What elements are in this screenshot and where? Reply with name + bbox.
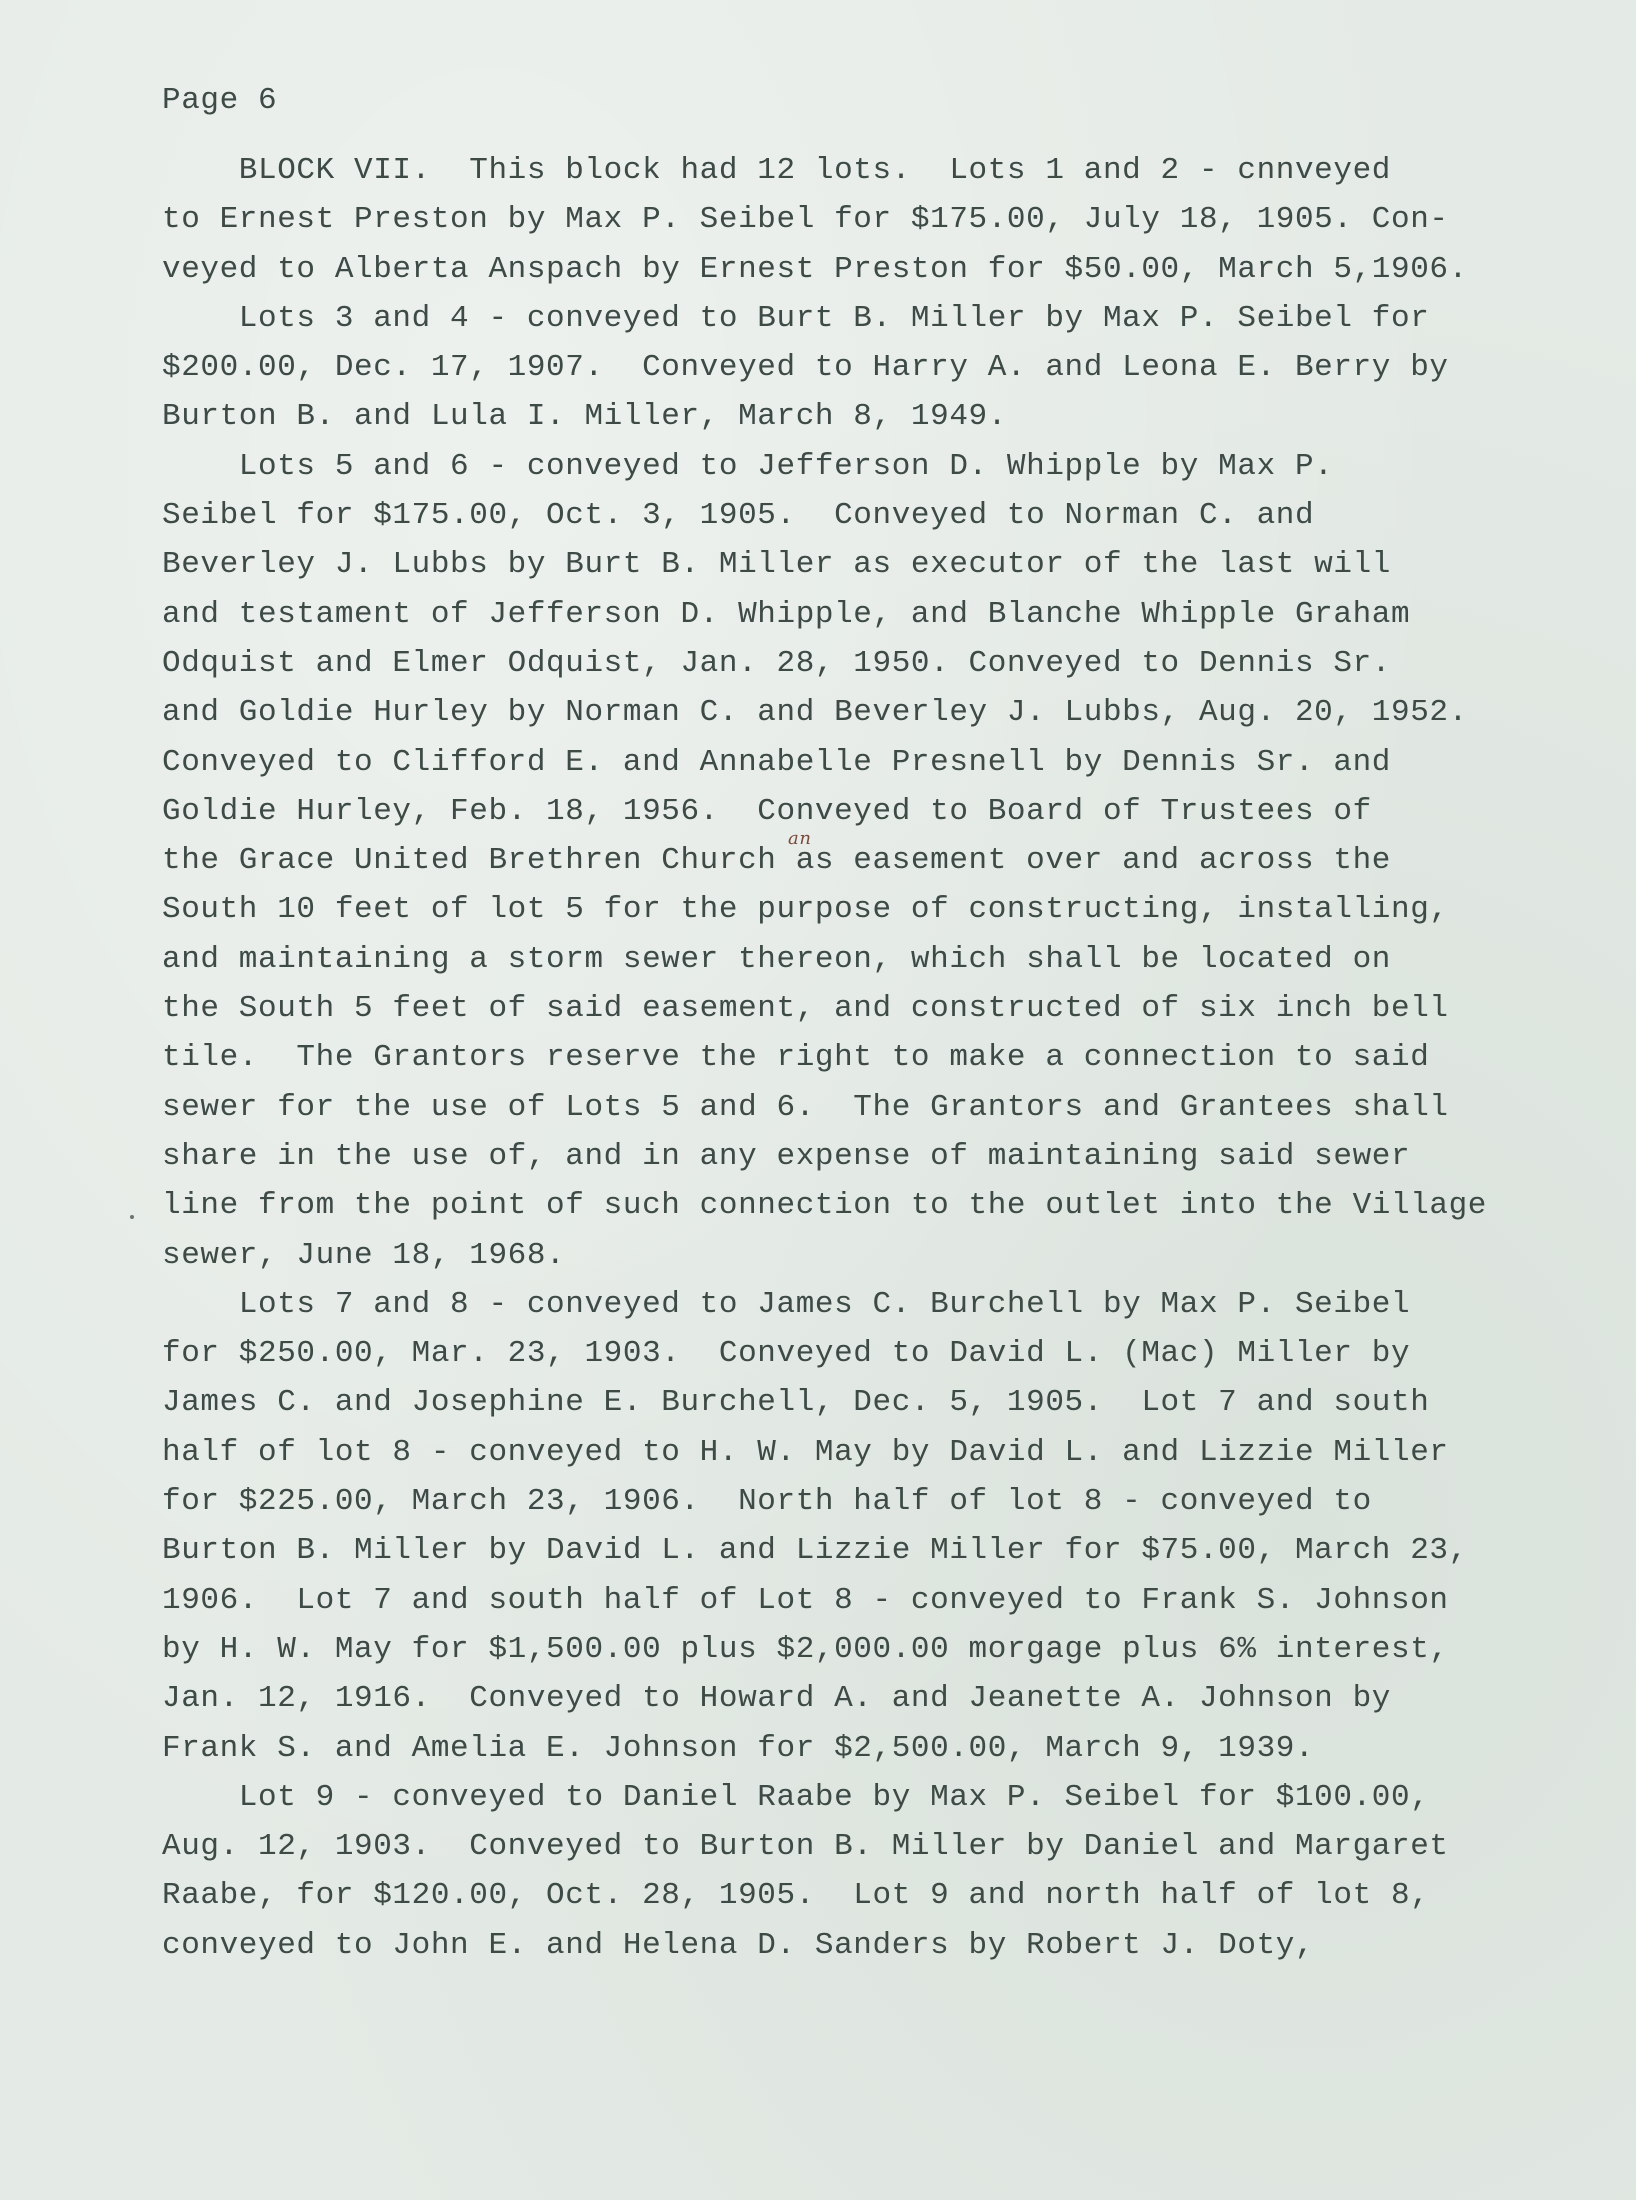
- text-line: Goldie Hurley, Feb. 18, 1956. Conveyed to Board of Trustees of: [162, 793, 1372, 829]
- text-line: James C. and Josephine E. Burchell, Dec. 5, 1905. Lot 7 and south: [162, 1385, 1430, 1421]
- text-line: veyed to Alberta Anspach by Ernest Preston for $50.00, March 5,1906.: [162, 251, 1468, 287]
- text-line: Beverley J. Lubbs by Burt B. Miller as executor of the last will: [162, 547, 1391, 583]
- document-body: [162, 146, 1488, 1970]
- text-line: by H. W. May for $1,500.00 plus $2,000.00 morgage plus 6% interest,: [162, 1631, 1449, 1667]
- text-line: Odquist and Elmer Odquist, Jan. 28, 1950. Conveyed to Dennis Sr.: [162, 645, 1391, 681]
- page-number: Page 6: [162, 83, 278, 118]
- text-line: Frank S. and Amelia E. Johnson for $2,500.00, March 9, 1939.: [162, 1730, 1315, 1766]
- text-line: the South 5 feet of said easement, and constructed of six inch bell: [162, 991, 1449, 1027]
- text-line: Lots 7 and 8 - conveyed to James C. Burchell by Max P. Seibel: [162, 1286, 1411, 1322]
- ink-speck: [130, 1215, 134, 1219]
- text-line: 1906. Lot 7 and south half of Lot 8 - conveyed to Frank S. Johnson: [162, 1582, 1449, 1618]
- text-line: BLOCK VII. This block had 12 lots. Lots 1 and 2 - cnnveyed: [162, 153, 1391, 188]
- text-line: Aug. 12, 1903. Conveyed to Burton B. Miller by Daniel and Margaret: [162, 1829, 1449, 1865]
- text-line: Raabe, for $120.00, Oct. 28, 1905. Lot 9 and north half of lot 8,: [162, 1878, 1430, 1914]
- text-line: for $250.00, Mar. 23, 1903. Conveyed to David L. (Mac) Miller by: [162, 1336, 1411, 1372]
- text-line: Burton B. and Lula I. Miller, March 8, 1949.: [162, 399, 1007, 435]
- text-line: for $225.00, March 23, 1906. North half of lot 8 - conveyed to: [162, 1484, 1372, 1520]
- text-line: sewer for the use of Lots 5 and 6. The Grantors and Grantees shall: [162, 1089, 1449, 1125]
- text-line: and testament of Jefferson D. Whipple, and Blanche Whipple Graham: [162, 596, 1411, 632]
- text-line: half of lot 8 - conveyed to H. W. May by David L. and Lizzie Miller: [162, 1434, 1449, 1470]
- text-line: Seibel for $175.00, Oct. 3, 1905. Conveyed to Norman C. and: [162, 498, 1315, 534]
- text-line: and maintaining a storm sewer thereon, which shall be located on: [162, 941, 1391, 977]
- text-line: and Goldie Hurley by Norman C. and Beverley J. Lubbs, Aug. 20, 1952.: [162, 695, 1468, 731]
- text-line: sewer, June 18, 1968.: [162, 1237, 566, 1273]
- text-line: Conveyed to Clifford E. and Annabelle Presnell by Dennis Sr. and: [162, 744, 1391, 780]
- text-line: Lots 5 and 6 - conveyed to Jefferson D. Whipple by Max P.: [162, 448, 1334, 484]
- text-line: share in the use of, and in any expense of maintaining said sewer: [162, 1138, 1411, 1174]
- text-line: line from the point of such connection to the outlet into the Village: [162, 1188, 1488, 1224]
- text-line: $200.00, Dec. 17, 1907. Conveyed to Harry A. and Leona E. Berry by: [162, 350, 1449, 386]
- handwritten-correction: an: [788, 828, 812, 849]
- text-line: tile. The Grantors reserve the right to make a connection to said: [162, 1040, 1430, 1076]
- text-line: Lot 9 - conveyed to Daniel Raabe by Max P. Seibel for $100.00,: [162, 1779, 1430, 1815]
- text-line: Burton B. Miller by David L. and Lizzie Miller for $75.00, March 23,: [162, 1533, 1468, 1569]
- text-line: to Ernest Preston by Max P. Seibel for $175.00, July 18, 1905. Con-: [162, 202, 1449, 238]
- text-line: South 10 feet of lot 5 for the purpose of constructing, installing,: [162, 892, 1449, 928]
- text-line: the Grace United Brethren Church as easement over and across the: [162, 843, 1391, 879]
- text-line: Jan. 12, 1916. Conveyed to Howard A. and Jeanette A. Johnson by: [162, 1681, 1391, 1717]
- text-line: conveyed to John E. and Helena D. Sanders by Robert J. Doty,: [162, 1927, 1315, 1963]
- text-line: Lots 3 and 4 - conveyed to Burt B. Miller by Max P. Seibel for: [162, 300, 1430, 336]
